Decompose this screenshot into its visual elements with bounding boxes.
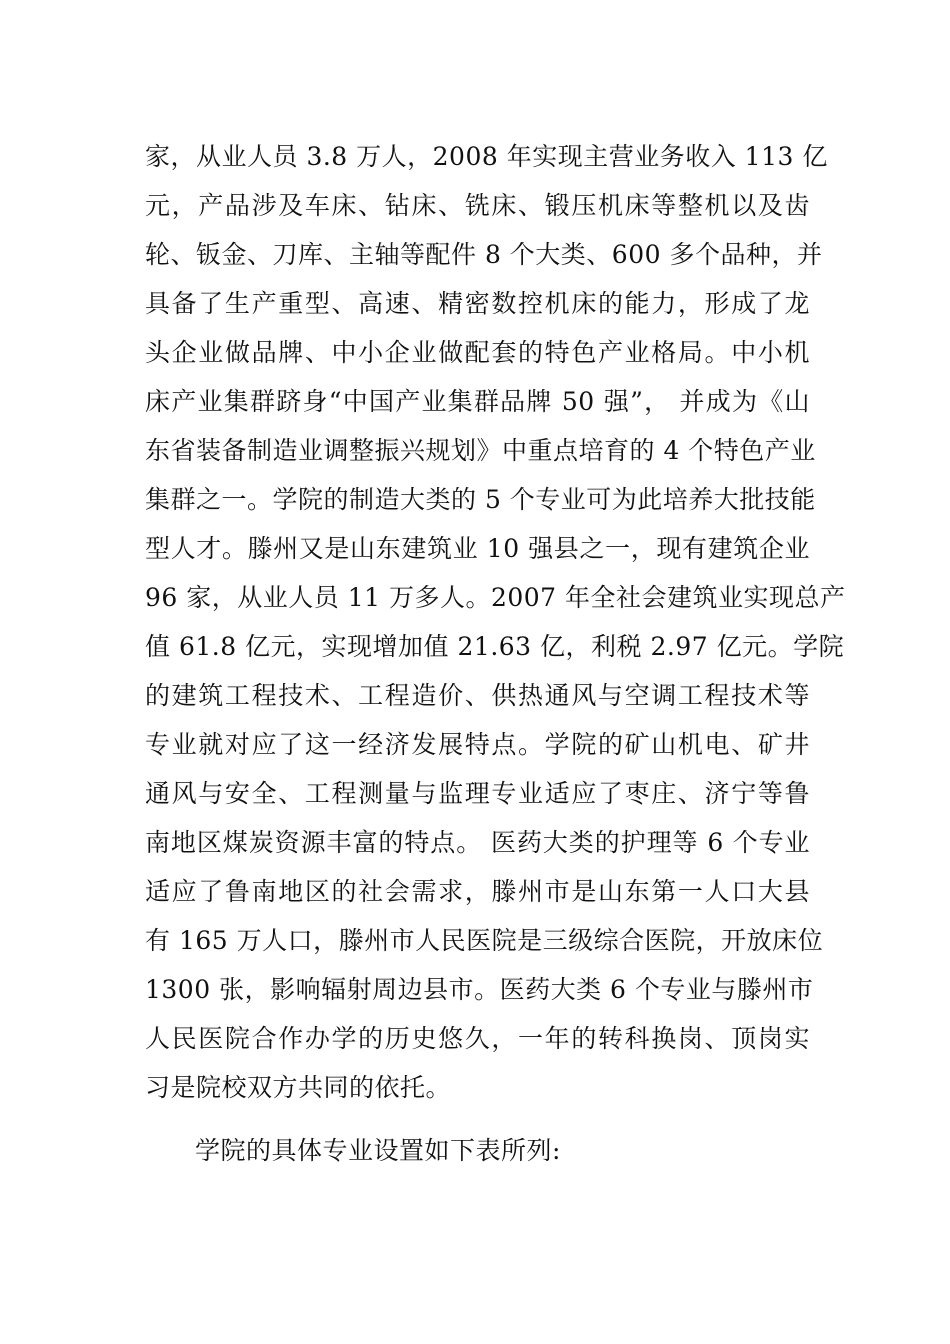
paragraph-line: 通风与安全、工程测量与监理专业适应了枣庄、济宁等鲁 [145,779,810,808]
paragraph-line: 值 61.8 亿元，实现增加值 21.63 亿，利税 2.97 亿元。学院 [145,632,845,661]
table-intro-paragraph: 学院的具体专业设置如下表所列: [195,1136,561,1165]
paragraph-line: 床产业集群跻身“中国产业集群品牌 50 强”， 并成为《山 [145,387,810,416]
paragraph-line: 具备了生产重型、高速、精密数控机床的能力，形成了龙 [145,289,810,318]
paragraph-line: 适应了鲁南地区的社会需求，滕州市是山东第一人口大县 [145,877,810,906]
paragraph-line: 型人才。滕州又是山东建筑业 10 强县之一，现有建筑企业 [145,534,810,563]
paragraph-line: 家，从业人员 3.8 万人，2008 年实现主营业务收入 113 亿 [145,142,828,171]
paragraph-line: 的建筑工程技术、工程造价、供热通风与空调工程技术等 [145,681,810,710]
paragraph-line: 1300 张，影响辐射周边县市。医药大类 6 个专业与滕州市 [145,975,814,1004]
paragraph-line: 集群之一。学院的制造大类的 5 个专业可为此培养大批技能 [145,485,816,514]
paragraph-line: 专业就对应了这一经济发展特点。学院的矿山机电、矿井 [145,730,810,759]
paragraph-line: 头企业做品牌、中小企业做配套的特色产业格局。中小机 [145,338,810,367]
paragraph-line: 南地区煤炭资源丰富的特点。 医药大类的护理等 6 个专业 [145,828,810,857]
paragraph-line: 有 165 万人口，滕州市人民医院是三级综合医院，开放床位 [145,926,824,955]
paragraph-line: 元，产品涉及车床、钻床、铣床、锻压机床等整机以及齿 [145,191,810,220]
paragraph-line: 人民医院合作办学的历史悠久，一年的转科换岗、顶岗实 [145,1024,810,1053]
body-paragraph [145,132,846,1112]
paragraph-line: 东省装备制造业调整振兴规划》中重点培育的 4 个特色产业 [145,436,816,465]
paragraph-line: 轮、钣金、刀库、主轴等配件 8 个大类、600 多个品种，并 [145,240,823,269]
paragraph-line: 习是院校双方共同的依托。 [145,1073,452,1102]
paragraph-line: 96 家，从业人员 11 万多人。2007 年全社会建筑业实现总产 [145,583,846,612]
